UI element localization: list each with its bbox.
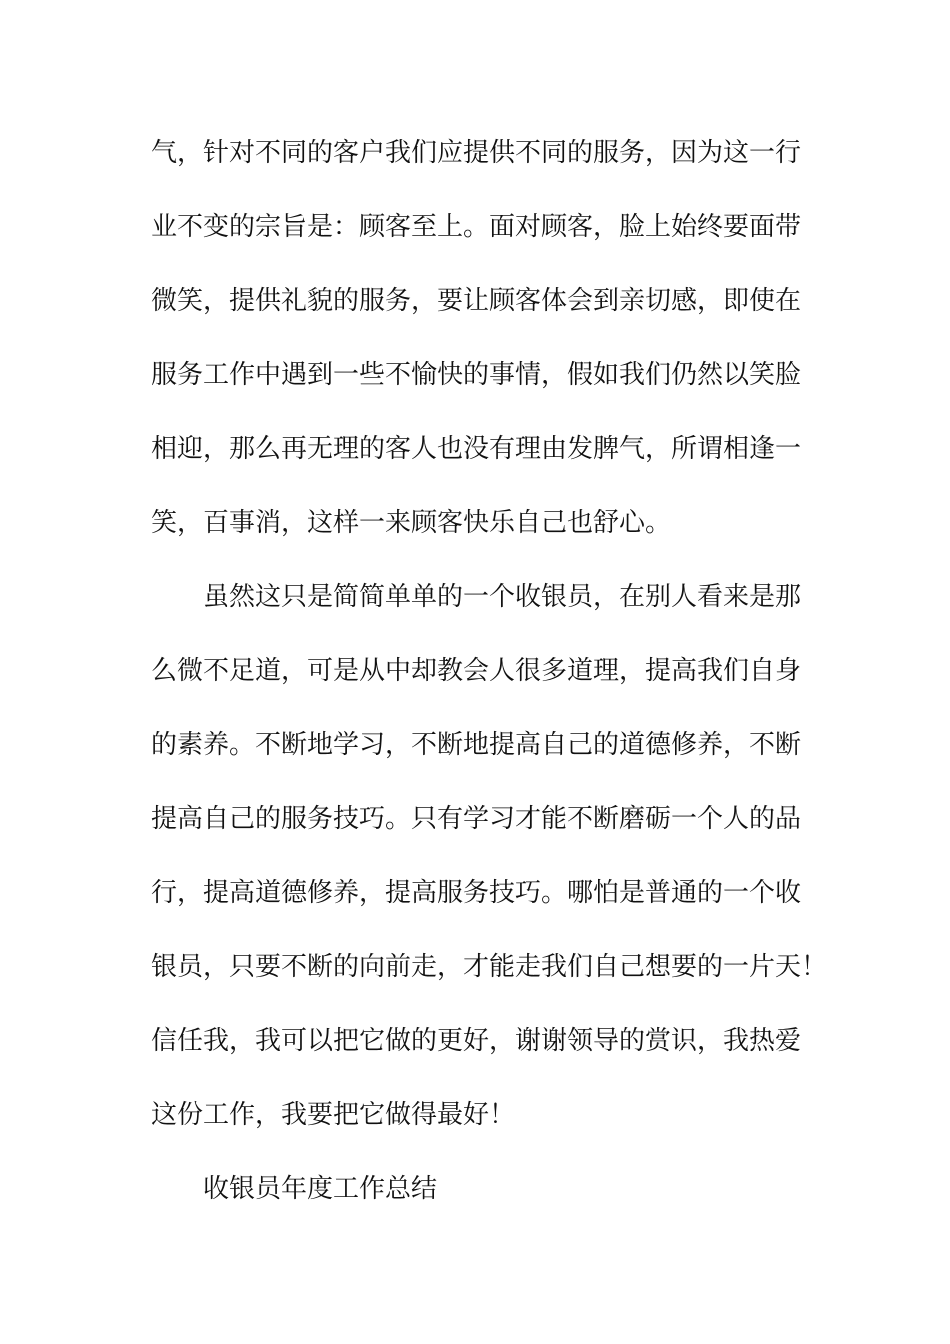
text-line-13: 信任我，我可以把它做的更好，谢谢领导的赏识，我热爱 (151, 1026, 802, 1056)
section-heading: 收银员年度工作总结 (203, 1174, 438, 1204)
text-line-14: 这份工作，我要把它做得最好！ (151, 1100, 516, 1130)
text-line-8: 么微不足道，可是从中却教会人很多道理，提高我们自身 (151, 656, 802, 686)
text-line-9: 的素养。不断地学习，不断地提高自己的道德修养，不断 (151, 730, 802, 760)
text-line-12: 银员，只要不断的向前走，才能走我们自己想要的一片天！ (151, 952, 828, 982)
text-line-6: 笑，百事消，这样一来顾客快乐自己也舒心。 (151, 508, 672, 538)
text-line-7: 虽然这只是简简单单的一个收银员，在别人看来是那 (203, 582, 802, 612)
text-line-5: 相迎，那么再无理的客人也没有理由发脾气，所谓相逢一 (151, 434, 802, 464)
text-line-1: 气，针对不同的客户我们应提供不同的服务，因为这一行 (151, 138, 802, 168)
text-line-3: 微笑，提供礼貌的服务，要让顾客体会到亲切感，即使在 (151, 286, 802, 316)
text-line-11: 行，提高道德修养，提高服务技巧。哪怕是普通的一个收 (151, 878, 802, 908)
text-line-4: 服务工作中遇到一些不愉快的事情，假如我们仍然以笑脸 (151, 360, 802, 390)
text-line-10: 提高自己的服务技巧。只有学习才能不断磨砺一个人的品 (151, 804, 802, 834)
text-line-2: 业不变的宗旨是：顾客至上。面对顾客，脸上始终要面带 (151, 212, 802, 242)
